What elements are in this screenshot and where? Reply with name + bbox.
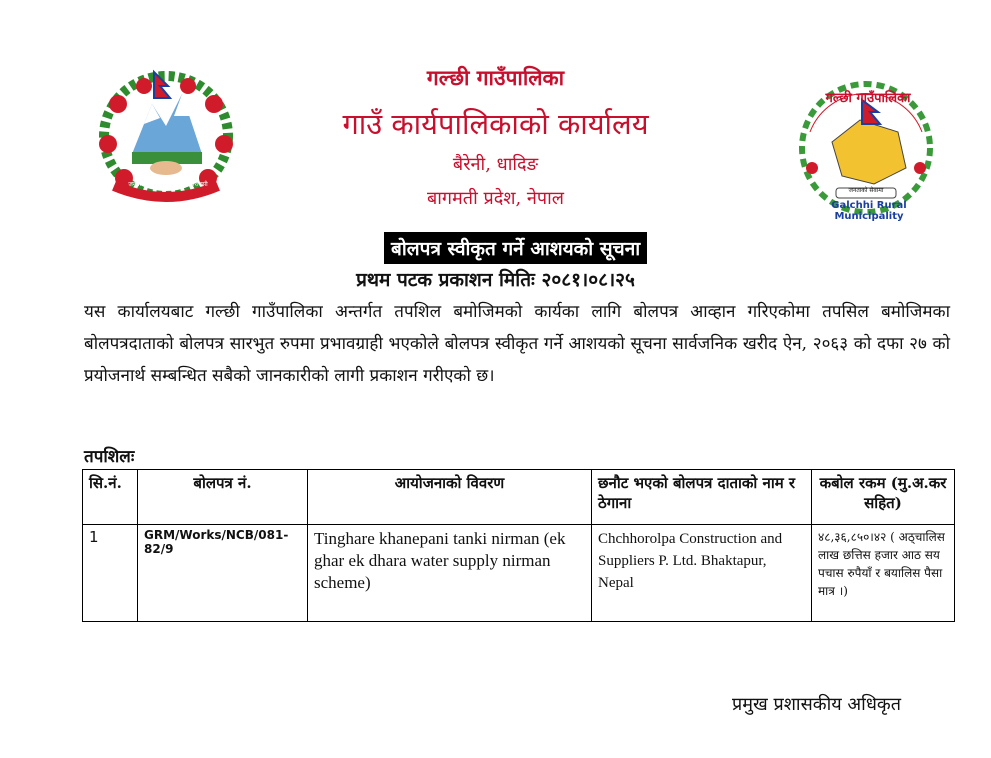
- col-amount: कबोल रकम (मु.अ.कर सहित): [812, 470, 955, 525]
- notice-title: बोलपत्र स्वीकृत गर्ने आशयको सूचना: [384, 232, 647, 264]
- col-bidder: छनौट भएको बोलपत्र दाताको नाम र ठेगाना: [592, 470, 812, 525]
- address-line1: बैरेनी, धादिङ: [452, 154, 539, 175]
- col-project: आयोजनाको विवरण: [308, 470, 592, 525]
- schedule-label: तपशिलः: [84, 447, 135, 467]
- address-line2: बागमती प्रदेश, नेपाल: [426, 188, 565, 209]
- schedule-table: [82, 469, 955, 622]
- office-name: गाउँ कार्यपालिकाको कार्यालय: [342, 107, 649, 141]
- logo-english-text: Galchhi Rural Municipality: [831, 200, 907, 222]
- cell-amount: ४८,३६,८५०।४२ ( अठ्चालिस लाख छत्तिस हजार आठ सय पचास रुपैयाँ र बयालिस पैसा मात्र ।): [812, 525, 955, 622]
- cell-sn: 1: [83, 525, 138, 622]
- publication-date: प्रथम पटक प्रकाशन मितिः २०८१।०८।२५: [356, 269, 635, 291]
- emblem-motto: जननी जन्मभूमिश्च स्वर्गादपि गरीयसी: [128, 181, 208, 188]
- logo-ribbon-text: जनताको सेवामा: [848, 187, 884, 194]
- cell-bid-no: GRM/Works/NCB/081-82/9: [138, 525, 308, 622]
- cell-project: Tinghare khanepani tanki nirman (ek ghar ek dhara water supply nirman scheme): [308, 525, 592, 622]
- col-sn: सि.नं.: [83, 470, 138, 525]
- table-header-row: [83, 470, 955, 525]
- cell-bidder: Chchhorolpa Construction and Suppliers P. Ltd. Bhaktapur, Nepal: [592, 525, 812, 622]
- logo-arc-text: गल्छी गाउँपालिका: [825, 91, 911, 106]
- table-row: [83, 525, 955, 622]
- col-bid-no: बोलपत्र नं.: [138, 470, 308, 525]
- org-name: गल्छी गाउँपालिका: [426, 65, 565, 90]
- signature-title: प्रमुख प्रशासकीय अधिकृत: [732, 694, 901, 715]
- notice-body: यस कार्यालयबाट गल्छी गाउँपालिका अन्तर्गत तपशिल बमोजिमको कार्यका लागि बोलपत्र आव्हान गरिएकोमा तपसिल बमोजिमका बोलपत्रदाताको बोलपत्र सारभुत रुपमा प्रभावग्राही भएकोले बोलपत्र स्वीकृत गर्ने आशयको सूचना सार्वजनिक खरीद ऐन, २०६३ को दफा २७ को प्रयोजनार्थ सम्बन्धित सबैको जानकारीको लागी प्रकाशन गरीएको छ।: [84, 302, 950, 386]
